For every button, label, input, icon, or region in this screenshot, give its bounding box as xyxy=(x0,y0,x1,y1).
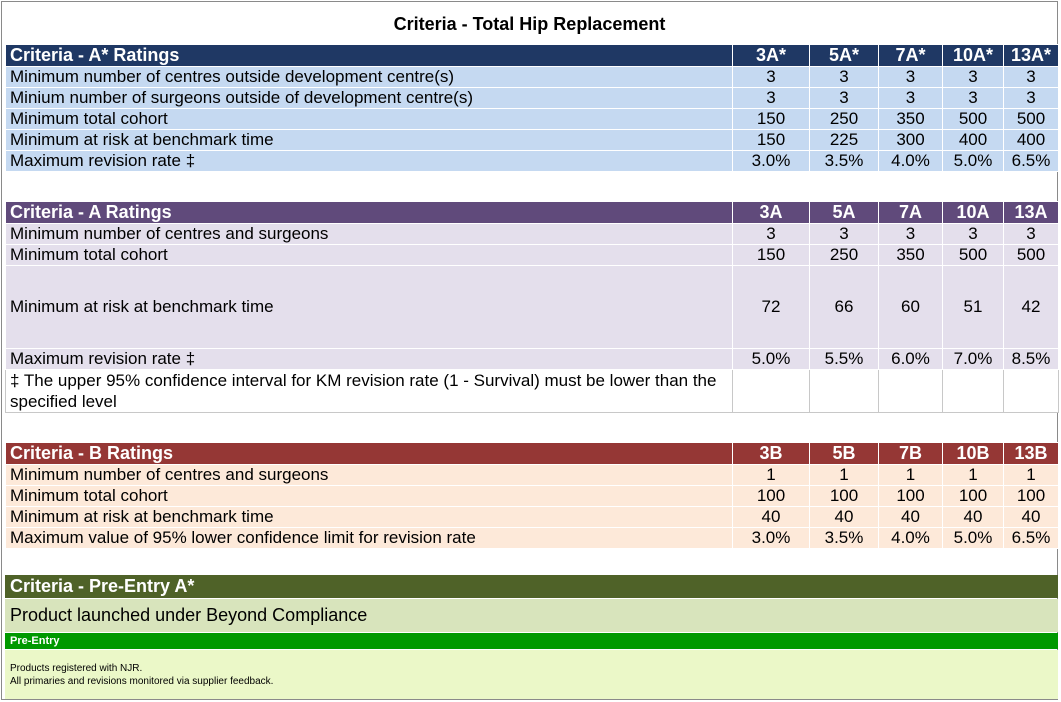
cell-value: 1 xyxy=(879,465,943,486)
row-label: Maximum revision rate ‡ xyxy=(6,349,733,370)
table-row xyxy=(6,486,1059,507)
empty-cell xyxy=(810,370,879,413)
cell-value: 1 xyxy=(810,465,879,486)
cell-value: 1 xyxy=(733,465,810,486)
astar-section-title: Criteria - A* Ratings xyxy=(6,45,733,67)
b-section-title: Criteria - B Ratings xyxy=(6,443,733,465)
empty-cell xyxy=(1004,370,1059,413)
column-header: 5A xyxy=(810,202,879,224)
cell-value: 400 xyxy=(1004,130,1059,151)
column-header: 13B xyxy=(1004,443,1059,465)
cell-value: 5.5% xyxy=(810,349,879,370)
table-row xyxy=(6,109,1059,130)
criteria-sheet xyxy=(1,1,1058,700)
cell-value: 3 xyxy=(1004,88,1059,109)
cell-value: 500 xyxy=(943,245,1004,266)
astar-header-row xyxy=(6,45,1059,67)
table-row xyxy=(6,88,1059,109)
column-header: 3B xyxy=(733,443,810,465)
b-header-row xyxy=(6,443,1059,465)
column-header: 5B xyxy=(810,443,879,465)
cell-value: 3 xyxy=(879,88,943,109)
page-title: Criteria - Total Hip Replacement xyxy=(393,14,666,34)
cell-value: 100 xyxy=(879,486,943,507)
b-ratings-table xyxy=(5,442,1059,549)
cell-value: 3 xyxy=(1004,67,1059,88)
column-header: 5A* xyxy=(810,45,879,67)
cell-value: 72 xyxy=(733,266,810,349)
pre-entry-header: Pre-Entry xyxy=(5,633,1058,649)
column-header: 3A xyxy=(733,202,810,224)
column-header: 13A xyxy=(1004,202,1059,224)
table-row xyxy=(6,245,1059,266)
cell-value: 6.0% xyxy=(879,349,943,370)
cell-value: 100 xyxy=(1004,486,1059,507)
cell-value: 500 xyxy=(1004,109,1059,130)
column-header: 7A xyxy=(879,202,943,224)
pre-entry-line: Products registered with NJR. xyxy=(10,663,143,674)
table-row xyxy=(6,67,1059,88)
cell-value: 4.0% xyxy=(879,151,943,172)
cell-value: 3 xyxy=(810,67,879,88)
cell-value: 1 xyxy=(943,465,1004,486)
cell-value: 7.0% xyxy=(943,349,1004,370)
row-label: Minimum number of centres and surgeons xyxy=(6,224,733,245)
cell-value: 3 xyxy=(943,224,1004,245)
column-header: 3A* xyxy=(733,45,810,67)
cell-value: 3 xyxy=(879,224,943,245)
table-row xyxy=(6,349,1059,370)
cell-value: 3 xyxy=(733,67,810,88)
row-label: Minium number of surgeons outside of development centre(s) xyxy=(6,88,733,109)
table-row xyxy=(6,528,1059,549)
cell-value: 100 xyxy=(733,486,810,507)
cell-value: 66 xyxy=(810,266,879,349)
cell-value: 4.0% xyxy=(879,528,943,549)
empty-cell xyxy=(879,370,943,413)
row-label: Minimum total cohort xyxy=(6,109,733,130)
cell-value: 40 xyxy=(879,507,943,528)
cell-value: 51 xyxy=(943,266,1004,349)
cell-value: 3 xyxy=(810,224,879,245)
table-row xyxy=(6,266,1059,349)
cell-value: 1 xyxy=(1004,465,1059,486)
table-row xyxy=(6,151,1059,172)
astar-ratings-table xyxy=(5,44,1059,172)
footnote-text: ‡ The upper 95% confidence interval for KM revision rate (1 - Survival) must be lower than the specified level xyxy=(6,370,733,413)
column-header: 7A* xyxy=(879,45,943,67)
cell-value: 6.5% xyxy=(1004,151,1059,172)
empty-cell xyxy=(943,370,1004,413)
column-header: 7B xyxy=(879,443,943,465)
cell-value: 3.5% xyxy=(810,528,879,549)
cell-value: 5.0% xyxy=(943,151,1004,172)
cell-value: 150 xyxy=(733,109,810,130)
cell-value: 150 xyxy=(733,130,810,151)
row-label: Minimum total cohort xyxy=(6,245,733,266)
cell-value: 400 xyxy=(943,130,1004,151)
cell-value: 6.5% xyxy=(1004,528,1059,549)
cell-value: 8.5% xyxy=(1004,349,1059,370)
cell-value: 3.0% xyxy=(733,151,810,172)
cell-value: 3.0% xyxy=(733,528,810,549)
a-header-row xyxy=(6,202,1059,224)
a-section-title: Criteria - A Ratings xyxy=(6,202,733,224)
cell-value: 40 xyxy=(733,507,810,528)
cell-value: 40 xyxy=(943,507,1004,528)
pre-entry-line: All primaries and revisions monitored via supplier feedback. xyxy=(10,676,274,687)
cell-value: 500 xyxy=(1004,245,1059,266)
cell-value: 500 xyxy=(943,109,1004,130)
cell-value: 100 xyxy=(810,486,879,507)
footnote-row xyxy=(6,370,1059,413)
cell-value: 3 xyxy=(943,67,1004,88)
table-row xyxy=(6,224,1059,245)
cell-value: 42 xyxy=(1004,266,1059,349)
row-label: Minimum at risk at benchmark time xyxy=(6,507,733,528)
column-header: 10A xyxy=(943,202,1004,224)
pre-entry-astar-header: Criteria - Pre-Entry A* xyxy=(5,575,1058,598)
column-header: 13A* xyxy=(1004,45,1059,67)
cell-value: 5.0% xyxy=(943,528,1004,549)
cell-value: 60 xyxy=(879,266,943,349)
row-label: Minimum number of centres outside development centre(s) xyxy=(6,67,733,88)
cell-value: 350 xyxy=(879,109,943,130)
cell-value: 5.0% xyxy=(733,349,810,370)
cell-value: 3.5% xyxy=(810,151,879,172)
cell-value: 3 xyxy=(943,88,1004,109)
pre-entry-astar-text: Product launched under Beyond Compliance xyxy=(5,599,1058,632)
column-header: 10B xyxy=(943,443,1004,465)
pre-entry-body xyxy=(5,650,1058,699)
cell-value: 40 xyxy=(1004,507,1059,528)
row-label: Minimum at risk at benchmark time xyxy=(6,266,733,349)
row-label: Minimum number of centres and surgeons xyxy=(6,465,733,486)
table-row xyxy=(6,465,1059,486)
cell-value: 3 xyxy=(810,88,879,109)
row-label: Minimum total cohort xyxy=(6,486,733,507)
cell-value: 3 xyxy=(733,88,810,109)
cell-value: 3 xyxy=(879,67,943,88)
cell-value: 250 xyxy=(810,109,879,130)
row-label: Maximum revision rate ‡ xyxy=(6,151,733,172)
cell-value: 3 xyxy=(1004,224,1059,245)
row-label: Minimum at risk at benchmark time xyxy=(6,130,733,151)
cell-value: 40 xyxy=(810,507,879,528)
empty-cell xyxy=(733,370,810,413)
cell-value: 100 xyxy=(943,486,1004,507)
cell-value: 225 xyxy=(810,130,879,151)
a-ratings-table xyxy=(5,201,1059,413)
cell-value: 150 xyxy=(733,245,810,266)
row-label: Maximum value of 95% lower confidence limit for revision rate xyxy=(6,528,733,549)
cell-value: 350 xyxy=(879,245,943,266)
table-row xyxy=(6,507,1059,528)
cell-value: 250 xyxy=(810,245,879,266)
cell-value: 300 xyxy=(879,130,943,151)
column-header: 10A* xyxy=(943,45,1004,67)
table-row xyxy=(6,130,1059,151)
cell-value: 3 xyxy=(733,224,810,245)
